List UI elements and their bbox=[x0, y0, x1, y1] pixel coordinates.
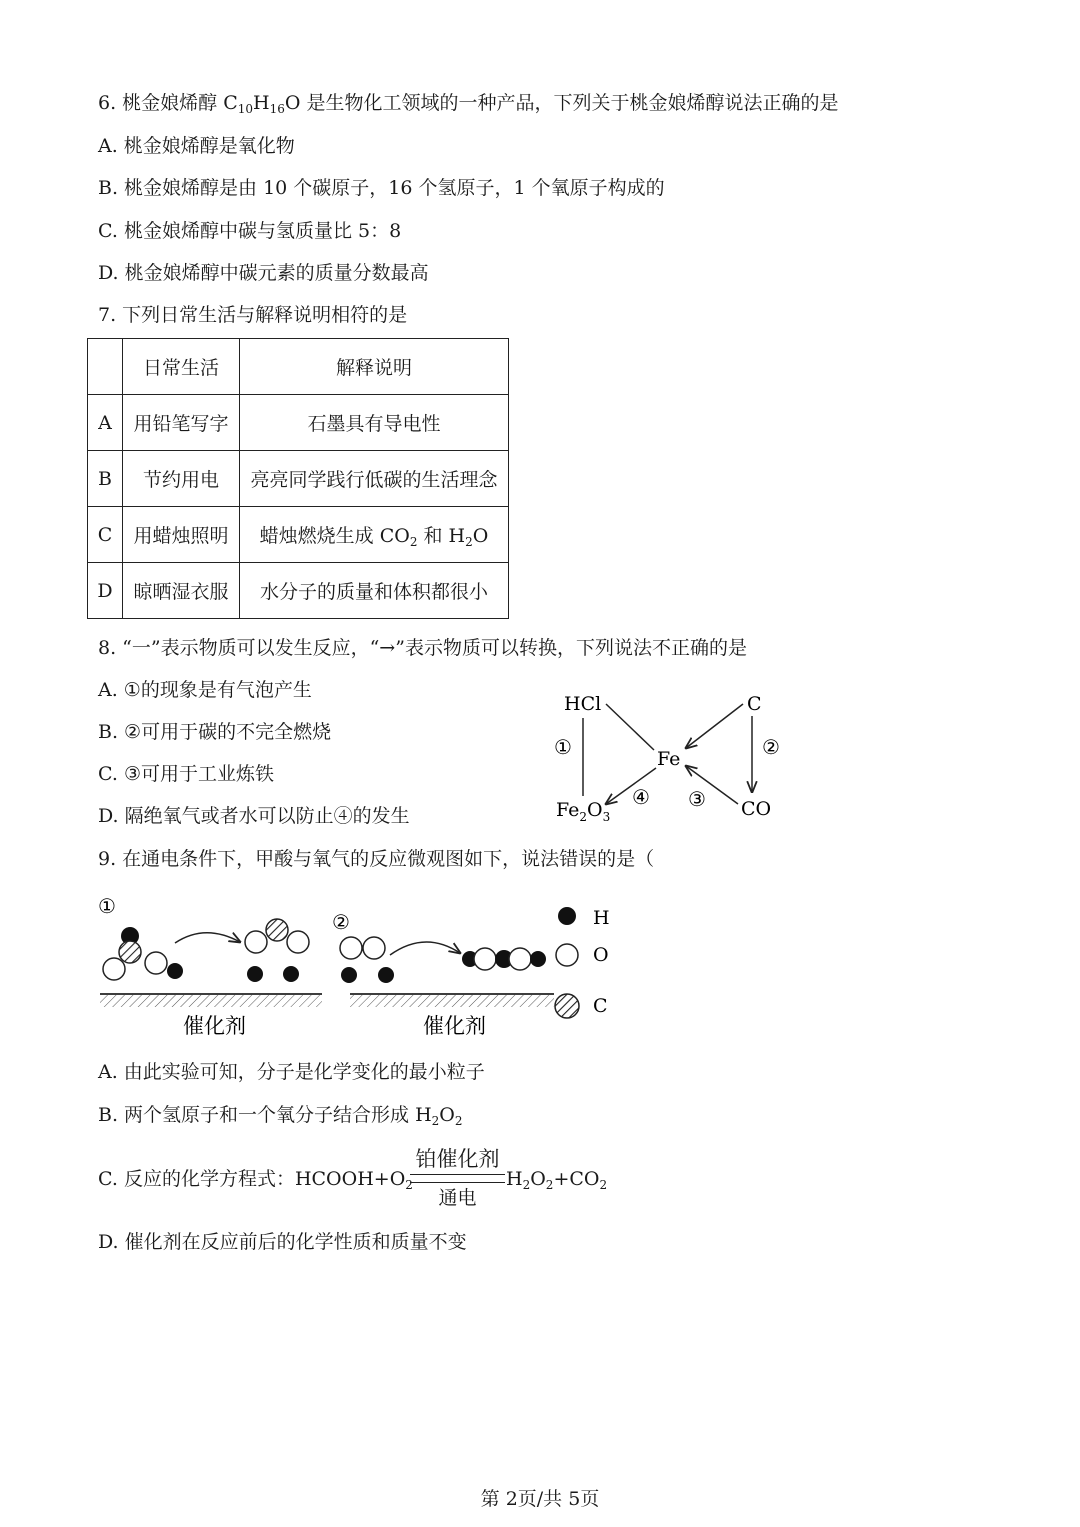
table-cell-key: A bbox=[88, 395, 123, 451]
equation-energized: 通电 bbox=[438, 1187, 477, 1209]
diagram-num-3: ③ bbox=[688, 787, 706, 811]
catalyst-hatch-1 bbox=[100, 995, 322, 1007]
table-cell-explanation: 蜡烛燃烧生成 $CO_2$ 和 $H_2O$ bbox=[240, 507, 509, 563]
table-cell-key: C bbox=[88, 507, 123, 563]
atom-h bbox=[378, 967, 394, 983]
catalyst-hatch-2 bbox=[350, 995, 554, 1007]
catalyst-label-1: 催化剂 bbox=[183, 1014, 246, 1038]
table-row bbox=[88, 563, 509, 619]
table-row bbox=[88, 395, 509, 451]
table-row bbox=[88, 451, 509, 507]
table-row bbox=[88, 507, 509, 563]
diagram-num-4: ④ bbox=[632, 785, 650, 809]
table-header-cell bbox=[88, 339, 123, 395]
reaction-arrow-1 bbox=[175, 933, 240, 943]
q8-reaction-diagram bbox=[540, 680, 800, 830]
q6-option-d: D. 桃金娘烯醇中碳元素的质量分数最高 bbox=[98, 262, 429, 284]
molecule-h2o2 bbox=[462, 948, 546, 970]
q9-option-a: A. 由此实验可知，分子是化学变化的最小粒子 bbox=[98, 1061, 485, 1083]
table-cell-life: 晾晒湿衣服 bbox=[123, 563, 240, 619]
table-cell-key: B bbox=[88, 451, 123, 507]
equation-catalyst: 铂催化剂 bbox=[415, 1147, 500, 1171]
q6-option-a: A. 桃金娘烯醇是氧化物 bbox=[98, 135, 295, 157]
q9-option-b: B. 两个氢原子和一个氧分子结合形成 $H_2O_2$ bbox=[98, 1104, 463, 1128]
molecule-formic-acid bbox=[103, 927, 183, 980]
table-header-cell: 解释说明 bbox=[240, 339, 509, 395]
table-header-row bbox=[88, 339, 509, 395]
q9-stem: 9. 在通电条件下，甲酸与氧气的反应微观图如下，说法错误的是（ bbox=[98, 848, 655, 870]
q8-option-d: D. 隔绝氧气或者水可以防止④的发生 bbox=[98, 805, 410, 827]
diagram-label-c: C bbox=[747, 693, 762, 715]
legend-h-label: H bbox=[593, 907, 610, 929]
table-cell-explanation: 亮亮同学践行低碳的生活理念 bbox=[240, 451, 509, 507]
q9-option-c-right: $H_2O_2+CO_2$ bbox=[506, 1168, 608, 1192]
q8-stem: 8. “一”表示物质可以发生反应，“→”表示物质可以转换，下列说法不正确的是 bbox=[98, 637, 747, 659]
q9-option-d: D. 催化剂在反应前后的化学性质和质量不变 bbox=[98, 1231, 467, 1253]
q8-option-c: C. ③可用于工业炼铁 bbox=[98, 763, 274, 785]
q6-stem: 6. 桃金娘烯醇 $C_{10}H_{16}O$ 是生物化工领域的一种产品，下列关于桃金娘烯醇说法正确的是 bbox=[98, 92, 839, 116]
q6-option-c: C. 桃金娘烯醇中碳与氢质量比 5：8 bbox=[98, 220, 402, 242]
diagram-line-hcl-fe bbox=[606, 704, 654, 750]
diagram-num-2: ② bbox=[762, 735, 780, 759]
table-cell-explanation: 水分子的质量和体积都很小 bbox=[240, 563, 509, 619]
table-cell-life: 节约用电 bbox=[123, 451, 240, 507]
diagram-arrow-c-fe bbox=[686, 704, 743, 748]
molecule-co2 bbox=[245, 919, 309, 953]
q7-table bbox=[87, 338, 509, 619]
table-cell-key: D bbox=[88, 563, 123, 619]
q9-micro-diagram bbox=[90, 885, 630, 1045]
atom-h bbox=[283, 966, 299, 982]
legend-c-symbol bbox=[555, 994, 579, 1018]
q8-option-b: B. ②可用于碳的不完全燃烧 bbox=[98, 721, 332, 743]
equation-condition bbox=[410, 1146, 505, 1210]
q6-option-b: B. 桃金娘烯醇是由 10 个碳原子，16 个氢原子，1 个氧原子构成的 bbox=[98, 177, 665, 199]
diagram-label-fe: Fe bbox=[657, 748, 681, 770]
atom-h bbox=[247, 966, 263, 982]
equation-equals-sign bbox=[410, 1174, 505, 1183]
atom-h bbox=[341, 967, 357, 983]
page-footer: 第 2页/共 5页 bbox=[480, 1488, 600, 1510]
panel-2-label: ② bbox=[332, 910, 350, 934]
diagram-label-hcl: HCl bbox=[564, 693, 602, 715]
catalyst-label-2: 催化剂 bbox=[423, 1014, 486, 1038]
q8-option-a: A. ①的现象是有气泡产生 bbox=[98, 679, 312, 701]
table-cell-life: 用蜡烛照明 bbox=[123, 507, 240, 563]
panel-1-label: ① bbox=[98, 894, 116, 918]
q9-option-c-left: C. 反应的化学方程式：$HCOOH+O_2$ bbox=[98, 1168, 413, 1192]
table-header-cell: 日常生活 bbox=[123, 339, 240, 395]
molecule-o2 bbox=[340, 937, 385, 959]
table-cell-explanation: 石墨具有导电性 bbox=[240, 395, 509, 451]
legend-o-label: O bbox=[593, 944, 609, 966]
diagram-label-co: CO bbox=[741, 798, 772, 820]
legend-c-label: C bbox=[593, 995, 608, 1017]
legend-h-symbol bbox=[558, 907, 576, 925]
reaction-arrow-2 bbox=[390, 942, 460, 955]
table-cell-life: 用铅笔写字 bbox=[123, 395, 240, 451]
diagram-label-fe2o3: $Fe_2O_3$ bbox=[556, 799, 611, 824]
q7-stem: 7. 下列日常生活与解释说明相符的是 bbox=[98, 304, 408, 326]
legend-o-symbol bbox=[556, 944, 578, 966]
diagram-num-1: ① bbox=[554, 735, 572, 759]
